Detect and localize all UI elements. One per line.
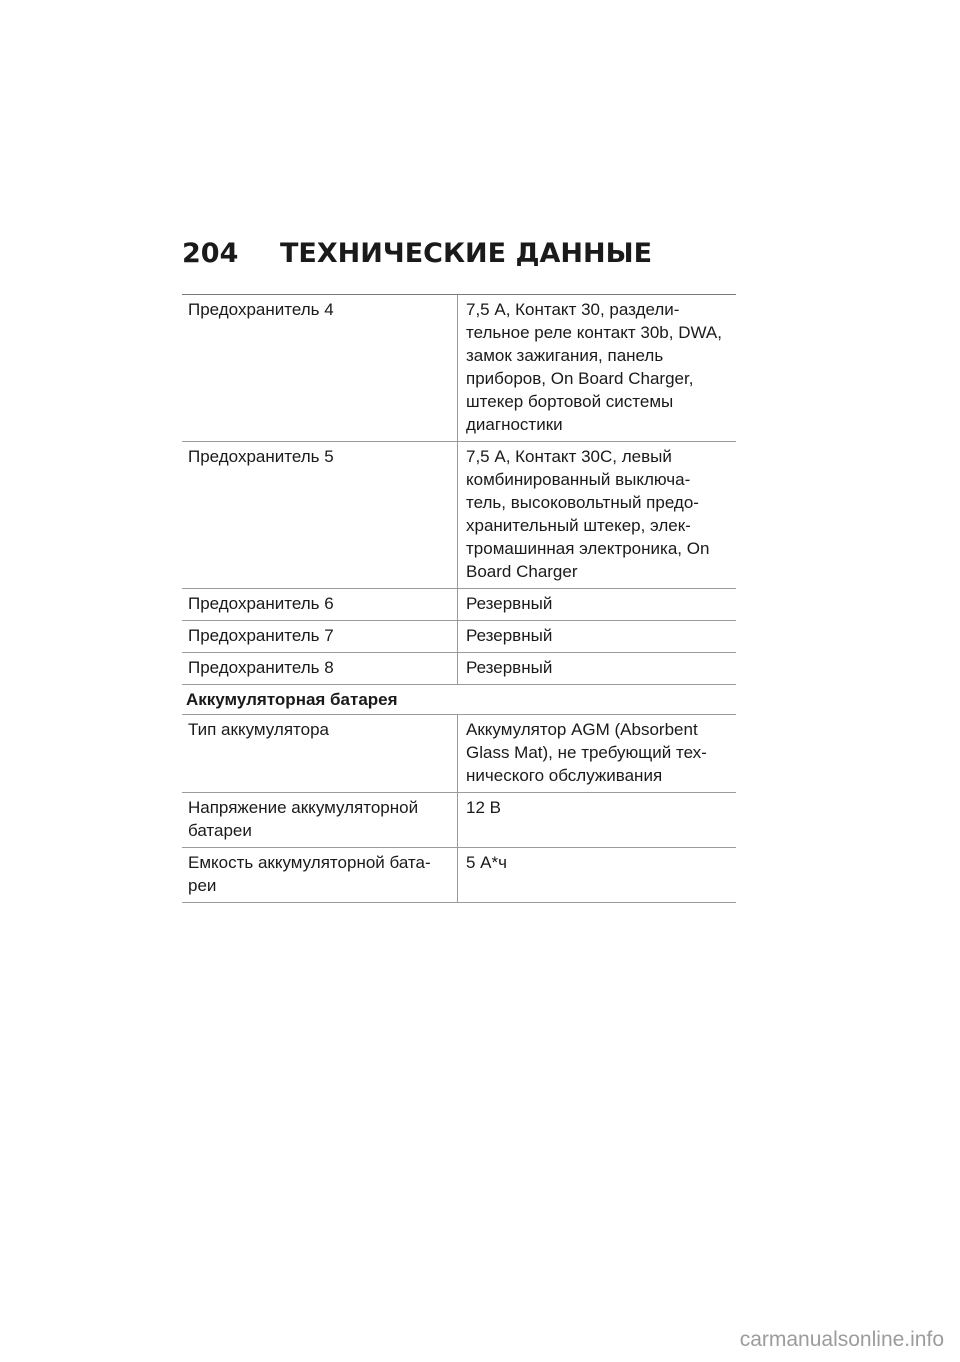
page-title: ТЕХНИЧЕСКИЕ ДАННЫЕ [280,238,653,269]
row-value: Резервный [466,626,553,645]
table-row-fuse-7 [182,621,736,653]
row-value: Резервный [466,658,553,677]
row-label: Емкость аккумуляторной бата-реи [182,848,458,902]
page-header [182,238,652,278]
row-label: Предохранитель 4 [182,295,458,441]
watermark: carmanualsonline.info [739,1328,944,1351]
row-label: Тип аккумулятора [182,715,458,792]
row-label: Предохранитель 5 [182,442,458,588]
row-value: 5 А*ч [466,853,507,872]
row-label: Предохранитель 8 [182,653,458,684]
row-value: Резервный [466,594,553,613]
table-row-fuse-6 [182,589,736,621]
table-row-fuse-5 [182,442,736,589]
table-row-battery-voltage [182,793,736,848]
row-value: 7,5 А, Контакт 30С, левый комбинированный выключа-тель, высоковольтный предо-хранительный штекер, элек-тромашинная электроника, On Board Charger [466,447,710,581]
battery-section-heading: Аккумуляторная батарея [182,685,736,715]
table-row-battery-capacity [182,848,736,903]
table-row-battery-type [182,715,736,793]
page-number: 204 [182,238,239,269]
row-label: Предохранитель 6 [182,589,458,620]
table-row-fuse-4 [182,295,736,442]
row-label: Предохранитель 7 [182,621,458,652]
spec-table [182,294,736,903]
row-value: 7,5 А, Контакт 30, раздели-тельное реле контакт 30b, DWA, замок зажигания, панель приборов, On Board Charger, штекер бортовой системы диагностики [466,300,722,434]
row-label: Напряжение аккумуляторной батареи [182,793,458,847]
row-value: Аккумулятор AGM (Absorbent Glass Mat), не требующий тех-нического обслуживания [466,720,707,785]
table-row-fuse-8 [182,653,736,685]
row-value: 12 В [466,798,501,817]
